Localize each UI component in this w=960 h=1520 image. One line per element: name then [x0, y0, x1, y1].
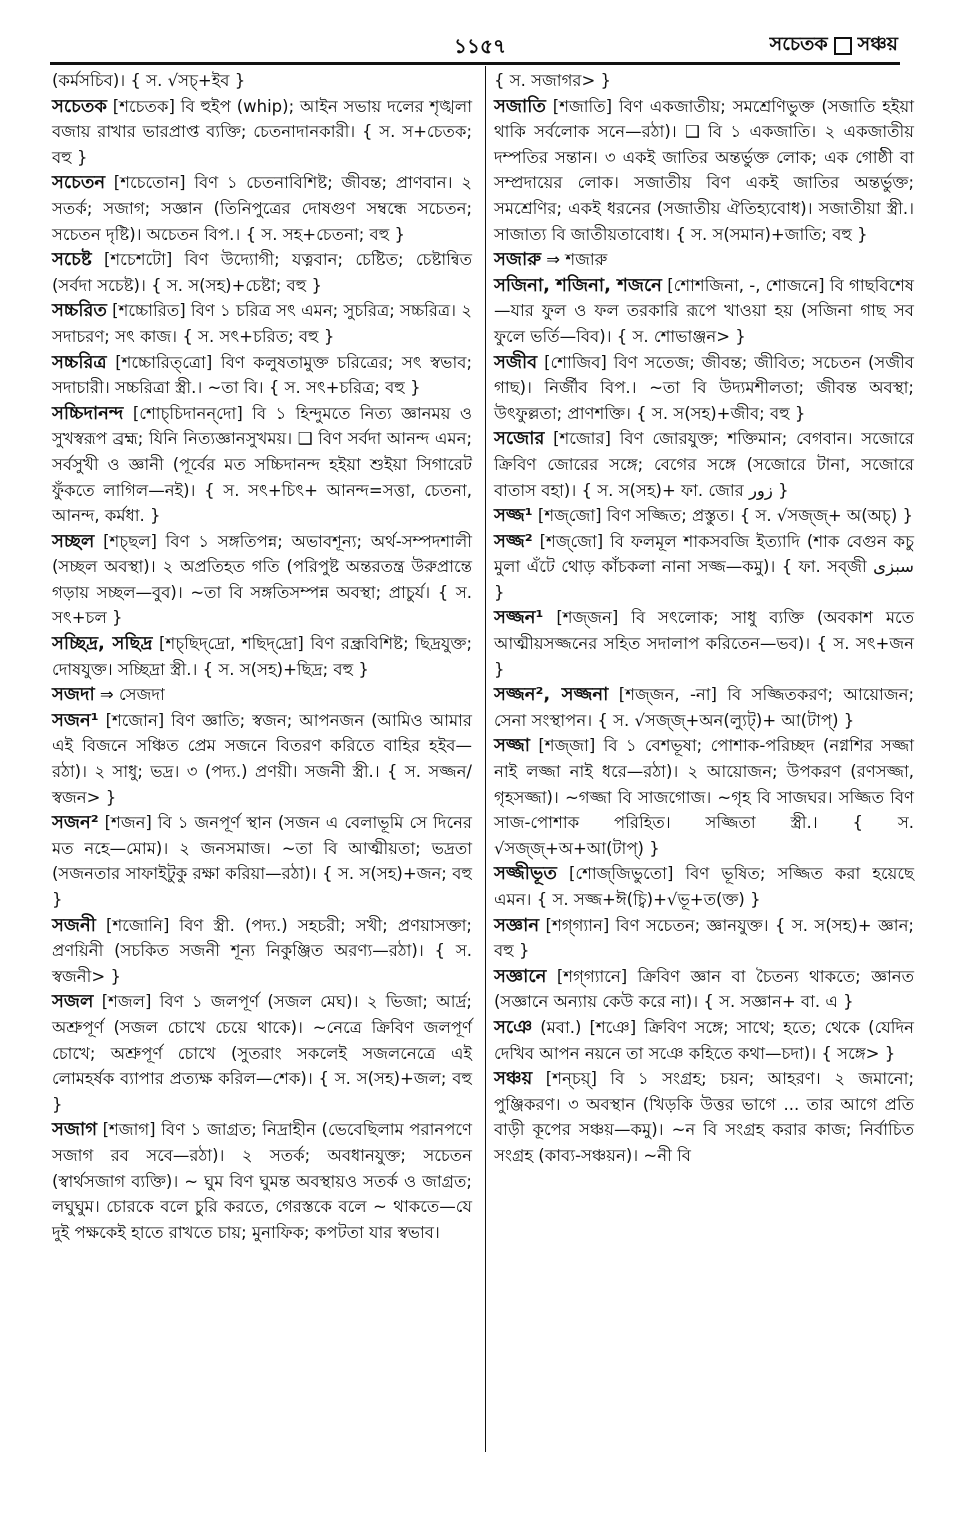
- entry: [494, 94, 914, 248]
- entry: [52, 401, 472, 529]
- entry: [52, 631, 472, 682]
- entry-headword: সচ্চরিত্র: [52, 351, 107, 373]
- entry-text: (মবা.) [শঞে] ক্রিবিণ সঙ্গে; সাথে; হতে; থেকে (যেদিন দেখিব আপন নয়নে তা সঞে কহিতে কথা—চদা)। { সঙ্গে> }: [494, 1017, 915, 1063]
- entry: [52, 298, 472, 349]
- entry-text: ⇒ শজারু: [546, 250, 608, 270]
- guide-words: [770, 30, 898, 62]
- entry-headword: সজ্জ¹: [494, 505, 533, 527]
- entry-text: [শগ্‌গ্যানে] ক্রিবিণ জ্ঞান বা চৈতন্য থাকতে; জ্ঞানত (সজ্ঞানে অন্যায় কেউ করে না)। { স. সজ্ঞান+ বা. এ }: [494, 966, 915, 1012]
- left-column: [52, 68, 472, 1245]
- entry-text: [শন্‌চয়্‌] বি ১ সংগ্রহ; চয়ন; আহরণ। ২ জমানো; পুঞ্জিকরণ। ৩ অবস্থান (খিড়কি উত্তর ভাগে ... তার আগে প্রতি বাড়ী কূপের সঞ্চয়—কমু)। ~ন বি সংগ্রহ করার কাজ; নির্বাচিত সংগ্রহ (কাব্য-সঞ্চয়ন)। ~নী বি: [494, 1069, 915, 1165]
- entry: [52, 94, 472, 171]
- entry: [494, 426, 914, 503]
- entry: [52, 810, 472, 912]
- entry: [52, 989, 472, 1117]
- entry-text: [শজাগ] বিণ ১ জাগ্রত; নিদ্রাহীন (ভেবেছিলাম পরানপণে সজাগ রব সবে—রঠা)। ২ সতর্ক; অবধানযুক্ত; সচেতন (স্বার্থসজাগ ব্যক্তি)। ~ ঘুম বিণ ঘুমন্ত অবস্থায়ও সতর্ক ও জাগ্রত; লঘুঘুম। চোরকে বলে চুরি করতে, গেরস্তকে বলে ~ থাকতে—যে দুই পক্ষকেই হাতে রাখতে চায়; মুনাফিক; কপটতা যার স্বভাব।: [52, 1120, 473, 1242]
- entry: [494, 1015, 914, 1066]
- entry-text: [শজাতি] বিণ একজাতীয়; সমশ্রেণিভুক্ত (সজাতি হইয়া থাকি সর্বলোক সনে—রঠা)। ❑ বি ১ একজাতি। ২ একজাতীয় দম্পতির সন্তান। ৩ একই জাতির অন্তর্ভুক্ত লোক; এক গোষ্ঠী বা সম্প্রদায়ের লোক। সজাতীয় বিণ একই জাতির অন্তর্ভুক্ত; সমশ্রেণির; একই ধরনের (সজাতীয় ঐতিহ্যবোধ)। সজাতীয়া স্ত্রী.। সাজাত্য বি জাতীয়তাবোধ। { স. স(সমান)+জাতি; বহু }: [494, 96, 915, 244]
- page-number: ১১৫৭: [454, 34, 506, 58]
- entry-headword: সচেতক: [52, 95, 107, 117]
- guide-word-first: সচেতক: [769, 33, 828, 55]
- page-header: [0, 28, 960, 62]
- entry-text: [শজ্‌জা] বি ১ বেশভূষা; পোশাক-পরিচ্ছদ (নগ্নশির সজ্জা নাই লজ্জা নাই ধরে—রঠা)। ২ আয়োজন; উপকরণ (রণসজ্জা, গৃহসজ্জা)। ~গজ্জা বি সাজগোজ। ~গৃহ বি সাজঘর। সজ্জিত বিণ সাজ-পোশাক পরিহিত। সজ্জিতা স্ত্রী.। { স. √সজ্জ্‌+অ+আ(টাপ্‌) }: [494, 736, 914, 858]
- entry-text: [শজ্‌জো] বি ফলমূল শাকসবজি ইত্যাদি (শাক বেগুন কচু মুলা এঁটে থোড় কাঁচকলা নানা সজ্জ—কমু)। { ফা. সব্‌জী سبزی }: [494, 531, 915, 602]
- entry-headword: সজদা: [52, 684, 95, 706]
- entry: [52, 170, 472, 247]
- entry: [494, 350, 914, 427]
- entry-text: [শচ্‌ছল] বিণ ১ সঙ্গতিপন্ন; অভাবশূন্য; অর্থ-সম্পদশালী (সচ্ছল অবস্থা)। ২ অপ্রতিহত গতি (পরিপুষ্ট অন্তরতন্ত্র উরুপ্রান্তে গড়ায় সচ্ছল—বুব)। ~তা বি সঙ্গতিসম্পন্ন অবস্থা; প্রাচুর্য। { স. সৎ+চল }: [52, 531, 472, 628]
- entry-headword: সচ্চিদানন্দ: [52, 402, 124, 424]
- entry-text: [শচ্‌ছিদ্‌দ্রো, শছিদ্‌দ্রো] বিণ রন্ধ্রবিশিষ্ট; ছিদ্রযুক্ত; দোষযুক্ত। সচ্ছিদ্রা স্ত্রী.। { স. স(সহ)+ছিদ্র; বহু }: [52, 634, 473, 679]
- entry-text: [শজোন] বিণ জ্ঞাতি; স্বজন; আপনজন (আমিও আমার এই বিজনে সঞ্চিত প্রেম সজনে বিতরণ করিতে বাহির হইব—রঠা)। ২ সাধু; ভদ্র। ৩ (পদ্য.) প্রণয়ী। সজনী স্ত্রী.। { স. সজ্জন/স্বজন> }: [52, 710, 472, 807]
- entry-headword: সজ্ঞানে: [494, 965, 547, 987]
- entry-text: [শজল] বিণ ১ জলপূর্ণ (সজল মেঘ)। ২ ভিজা; আর্দ্র; অশ্রুপূর্ণ (সজল চোখে চেয়ে থাকে)। ~নেত্রে ক্রিবিণ জলপূর্ণ চোখে; অশ্রুপূর্ণ চোখে (সুতরাং সকলেই সজলনেত্রে এই লোমহর্ষক ব্যাপার প্রত্যক্ষ করিল—শেক)। { স. স(সহ)+জল; বহু }: [52, 992, 472, 1114]
- column-divider: [485, 66, 486, 1452]
- entry: [494, 682, 914, 733]
- entry-text: [শচেতোন] বিণ ১ চেতনাবিশিষ্ট; জীবন্ত; প্রাণবান। ২ সতর্ক; সজাগ; সজ্ঞান (তিনিপুত্রের দোষগুণ সম্বন্ধে সচেতন; সচেতন দৃষ্টি)। অচেতন বিপ.। { স. সহ+চেতনা; বহু }: [52, 173, 472, 244]
- entry-headword: সজন²: [52, 812, 99, 834]
- entry-text: [শচ্চোরিত] বিণ ১ চরিত্র সৎ এমন; সুচরিত্র; সচ্চরিত্র। ২ সদাচরণ; সৎ কাজ। { স. সৎ+চরিত; বহু }: [52, 301, 473, 346]
- entry-headword: সজীব: [494, 351, 538, 373]
- entry: [494, 733, 914, 861]
- guide-separator-box-icon: [834, 37, 852, 55]
- entry-headword: সজ্জন¹: [494, 607, 544, 629]
- entry: [52, 913, 472, 990]
- entry: [52, 1117, 472, 1245]
- entry-text: [শজ্‌জন, -না] বি সজ্জিতকরণ; আয়োজন; সেনা সংস্থাপন। { স. √সজ্জ্‌+অন(ল্যুট্‌)+ আ(টাপ্‌) }: [494, 685, 915, 730]
- entry: [494, 1066, 914, 1168]
- entry-text: [শোজিব] বিণ সতেজ; জীবন্ত; জীবিত; সচেতন (সজীব গাছ)। নির্জীব বিপ.। ~তা বি উদ্যমশীলতা; জীবন্ত অবস্থা; উৎফুল্লতা; প্রাণশক্তি। { স. স(সহ)+জীব; বহু }: [494, 352, 914, 423]
- entry: [494, 529, 914, 606]
- entry-text: [শচেতক] বি হুইপ (whip); আইন সভায় দলের শৃঙ্খলা বজায় রাখার ভারপ্রাপ্ত ব্যক্তি; চেতনাদানকারী। { স. স+চেতক; বহু }: [52, 96, 472, 167]
- header-rule: [50, 62, 900, 65]
- entry: [52, 350, 472, 401]
- entry-headword: সঞ্চয়: [494, 1068, 533, 1090]
- guide-word-last: সঞ্চয়: [857, 33, 898, 55]
- entry-headword: সজ্ঞান: [494, 914, 540, 936]
- entry-headword: সচ্ছল: [52, 530, 95, 552]
- entry: [494, 273, 914, 350]
- entry-headword: সজন¹: [52, 709, 99, 731]
- entry-text: [শোজ্‌জিভুতো] বিণ ভূষিত; সজ্জিত করা হয়েছে এমন। { স. সজ্জ+ঈ(চ্বি)+√ভূ+ত(ক্ত) }: [494, 864, 915, 909]
- entry: [494, 503, 914, 529]
- entry-text: [শগ্‌গ্যান] বিণ সচেতন; জ্ঞানযুক্ত। { স. স(সহ)+ জ্ঞান; বহু }: [494, 915, 914, 961]
- entry: [494, 68, 914, 94]
- entry-headword: সচেতন: [52, 172, 106, 194]
- entry: [52, 529, 472, 631]
- entry-headword: সজোর: [494, 428, 545, 450]
- entry-text: [শজোনি] বিণ স্ত্রী. (পদ্য.) সহচরী; সখী; প্রণয়াসক্তা; প্রণয়িনী (সচকিত সজনী শূন্য নিকুঞ্জিত অরণ্য—রঠা)। { স. স্বজনী> }: [52, 915, 472, 986]
- entry-text: [শচ্চোরিত্‌ত্রো] বিণ কলুষতামুক্ত চরিত্রের; সৎ স্বভাব; সদাচারী। সচ্চরিত্রা স্ত্রী.। ~তা বি। { স. সৎ+চরিত্র; বহু }: [52, 352, 473, 398]
- entry: [52, 708, 472, 810]
- entry: [52, 682, 472, 708]
- entry-headword: সজনী: [52, 914, 96, 936]
- entry-headword: সজ্জীভূত: [494, 863, 557, 885]
- entry: [52, 68, 472, 94]
- entry-headword: সজিনা, শজিনা, শজনে: [494, 274, 662, 296]
- entry-headword: সজারু: [494, 249, 542, 271]
- entry-headword: সজ্জা: [494, 735, 530, 757]
- entry: [494, 861, 914, 912]
- entry-headword: সচ্ছিদ্র, সছিদ্র: [52, 633, 153, 655]
- entry-headword: সজাগ: [52, 1119, 98, 1141]
- entry: [494, 964, 914, 1015]
- entry-text: [শজ্‌জন] বি সৎলোক; সাধু ব্যক্তি (অবকাশ মতে আত্মীয়সজ্জনের সহিত সদালাপ করিতেন—ভব)। { স. সৎ+জন }: [494, 608, 914, 679]
- entry-text: [শোশজিনা, -, শোজনে] বি গাছবিশেষ—যার ফুল ও ফল তরকারি রূপে খাওয়া হয় (সজিনা গাছ সব ফুলে ভর্তি—বিব)। { স. শোভাঞ্জন> }: [494, 275, 915, 346]
- entry-text: (কর্মসচিব)। { স. √সচ্‌+ইব }: [52, 71, 246, 90]
- entry-headword: সজ্জন², সজ্জনা: [494, 684, 609, 706]
- entry-headword: সজল: [52, 991, 94, 1013]
- entry: [494, 247, 914, 273]
- entry-text: ⇒ সেজদা: [99, 685, 165, 705]
- entry-headword: সজ্জ²: [494, 530, 533, 552]
- right-column: [494, 68, 914, 1169]
- entry-headword: সঞে: [494, 1016, 533, 1038]
- entry-text: [শজ্‌জো] বিণ সজ্জিত; প্রস্তুত। { স. √সজ্জ্‌+ অ(অচ্‌) }: [537, 506, 914, 526]
- entry-text: [শজোর] বিণ জোরযুক্ত; শক্তিমান; বেগবান। সজোরে ক্রিবিণ জোরের সঙ্গে; বেগের সঙ্গে (সজোরে টানা, সজোরে বাতাস বহা)। { স. স(সহ)+ ফা. জোর زور }: [494, 429, 914, 500]
- entry-headword: সচ্চরিত: [52, 300, 107, 322]
- entry: [494, 605, 914, 682]
- entry-text: [শজন] বি ১ জনপূর্ণ স্থান (সজন এ বেলাভূমি সে দিনের মত নহে—মোম)। ২ জনসমাজ। ~তা বি আত্মীয়তা; ভদ্রতা (সজনতার সাফাইটুকু রক্ষা করিয়া—রঠা)। { স. স(সহ)+জন; বহু }: [52, 813, 472, 909]
- entry-text: [শচেশটো] বিণ উদ্যোগী; যত্নবান; চেষ্টিত; চেষ্টান্বিত (সর্বদা সচেষ্ট)। { স. স(সহ)+চেষ্টা; বহু }: [52, 250, 472, 295]
- entry-text: { স. সজাগর> }: [494, 71, 612, 90]
- entry: [52, 247, 472, 298]
- entry-headword: সজাতি: [494, 95, 546, 117]
- entry: [494, 913, 914, 964]
- entry-text: [শোচ্‌চিদানন্‌দো] বি ১ হিন্দুমতে নিত্য জ্ঞানময় ও সুখস্বরূপ ব্রহ্ম; যিনি নিত্যজ্ঞানসুখময়। ❑ বিণ সর্বদা আনন্দ এমন; সর্বসুখী ও জ্ঞানী (পূর্বের মত সচ্চিদানন্দ হইয়া শুইয়া সিগারেট ফুঁকতে লাগিল—নই)। { স. সৎ+চিৎ+ আনন্দ=সত্তা, চেতনা, আনন্দ, কর্মধা. }: [52, 403, 472, 526]
- entry-headword: সচেষ্ট: [52, 249, 92, 271]
